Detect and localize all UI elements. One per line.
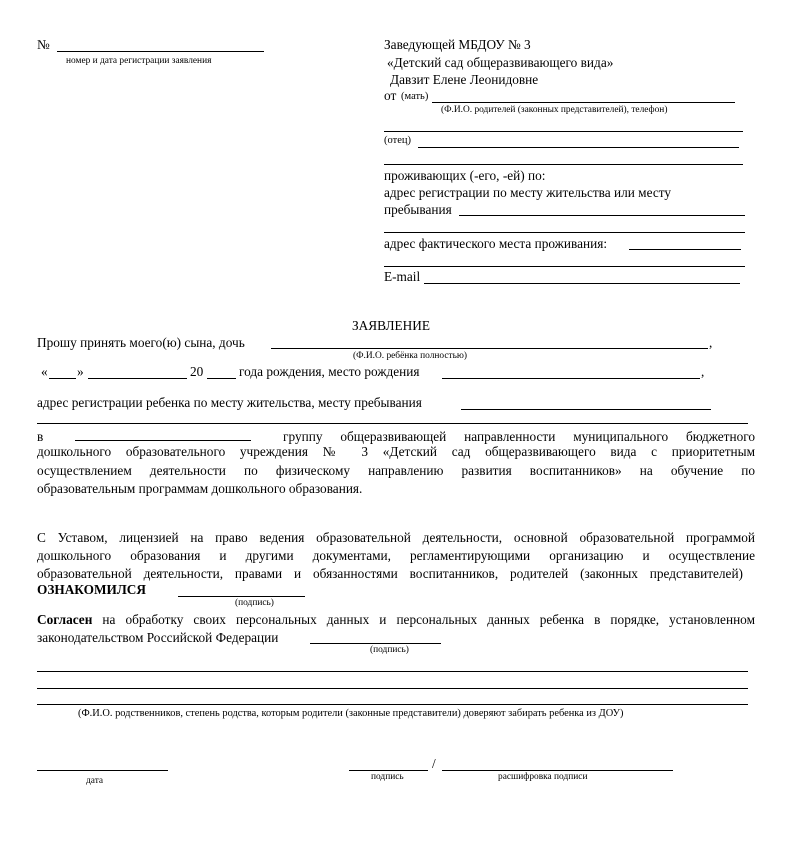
father-line-2[interactable] (384, 164, 743, 165)
acknowledged-signature-line[interactable] (178, 596, 305, 597)
group-name-line[interactable] (75, 428, 251, 441)
acknowledged-label: ОЗНАКОМИЛСЯ (37, 582, 146, 597)
birth-day-line[interactable] (49, 378, 76, 379)
reg-address-label-2: пребывания (384, 202, 452, 217)
birth-text: года рождения, место рождения (239, 364, 420, 379)
child-reg-address-line[interactable] (461, 409, 711, 410)
registration-caption: номер и дата регистрации заявления (66, 56, 212, 66)
actual-address-line[interactable] (629, 249, 741, 250)
addressee-line3: Давзит Елене Леонидовне (390, 72, 539, 87)
familiar-line-2: дошкольного образования и другими документами, регламентирующими организацию и осуществление (37, 548, 755, 563)
father-line[interactable] (418, 147, 739, 148)
from-prefix: от (384, 88, 397, 103)
familiar-line-1: С Уставом, лицензией на право ведения образовательной деятельности, основной образовательной программой (37, 530, 755, 545)
consent-signature-caption: (подпись) (370, 645, 409, 655)
reg-address-label-1: адрес регистрации по месту жительства или месту (384, 185, 672, 200)
para-line-3: осуществлением деятельности по физическому направлению развития воспитанников» на обучение по (37, 463, 755, 478)
familiar-line-3: образовательной деятельности, правами и обязанностями воспитанников, родителей (законных представителей) (37, 566, 743, 581)
parents-line-2[interactable] (384, 131, 743, 132)
para-line-4: образовательным программам дошкольного образования. (37, 481, 363, 496)
consent-line1-rest: на обработку своих персональных данных и персональных данных ребенка в порядке, установленном (92, 612, 755, 627)
child-reg-address-label: адрес регистрации ребенка по месту жительства, месту пребывания (37, 395, 422, 410)
trusted-persons-line-3[interactable] (37, 704, 748, 705)
consent-line-1 (37, 613, 755, 626)
trusted-persons-caption: (Ф.И.О. родственников, степень родства, которым родители (законные представители) доверяют забирать ребенка из ДОУ) (78, 708, 624, 719)
birth-place-line[interactable] (442, 378, 700, 379)
signature-decoding-label: расшифровка подписи (498, 772, 588, 782)
residing-label: проживающих (-его, -ей) по: (384, 168, 546, 183)
signature-line[interactable] (349, 770, 428, 771)
child-name-caption: (Ф.И.О. ребёнка полностью) (353, 351, 468, 361)
para-line1-rest: группу общеразвивающей направленности муниципального бюджетного (283, 429, 756, 444)
request-text: Прошу принять моего(ю) сына, дочь (37, 335, 245, 350)
trusted-persons-line-2[interactable] (37, 688, 748, 689)
date-line[interactable] (37, 770, 168, 771)
reg-address-line-2[interactable] (384, 232, 745, 233)
registration-number-line[interactable] (57, 51, 264, 52)
mother-label: (мать) (401, 91, 429, 102)
email-label: E-mail (384, 269, 421, 284)
child-reg-address-line-2[interactable] (37, 423, 748, 424)
para-line-1 (37, 428, 755, 443)
number-sign: № (37, 37, 50, 52)
consent-signature-line[interactable] (310, 643, 441, 644)
email-line[interactable] (424, 283, 740, 284)
reg-address-line[interactable] (459, 215, 745, 216)
parents-caption: (Ф.И.О. родителей (законных представителей), телефон) (441, 105, 668, 115)
date-label: дата (86, 776, 104, 786)
trusted-persons-line-1[interactable] (37, 671, 748, 672)
father-label: (отец) (384, 135, 411, 146)
mother-line[interactable] (432, 102, 735, 103)
acknowledged-signature-caption: (подпись) (235, 598, 274, 608)
date-close-quote: » (77, 364, 84, 379)
actual-address-label: адрес фактического места проживания: (384, 236, 608, 251)
consent-line-2: законодательством Российской Федерации (37, 630, 279, 645)
addressee-line1: Заведующей МБДОУ № 3 (384, 37, 531, 52)
application-title: ЗАЯВЛЕНИЕ (352, 318, 430, 333)
birth-comma: , (701, 364, 705, 379)
signature-decoding-line[interactable] (442, 770, 673, 771)
footer-slash: / (432, 756, 436, 771)
year-prefix: 20 (190, 364, 204, 379)
date-open-quote: « (41, 364, 48, 379)
request-comma: , (709, 335, 713, 350)
addressee-line2: «Детский сад общеразвивающего вида» (387, 55, 614, 70)
birth-year-line[interactable] (207, 378, 236, 379)
consent-agree: Согласен (37, 612, 93, 627)
child-name-line[interactable] (271, 348, 708, 349)
para-in: в (37, 429, 44, 444)
actual-address-line-2[interactable] (384, 266, 745, 267)
para-line-2: дошкольного образовательного учреждения № 3 «Детский сад общеразвивающего вида с приоритетным (37, 444, 755, 459)
signature-label: подпись (371, 772, 404, 782)
birth-month-line[interactable] (88, 378, 187, 379)
